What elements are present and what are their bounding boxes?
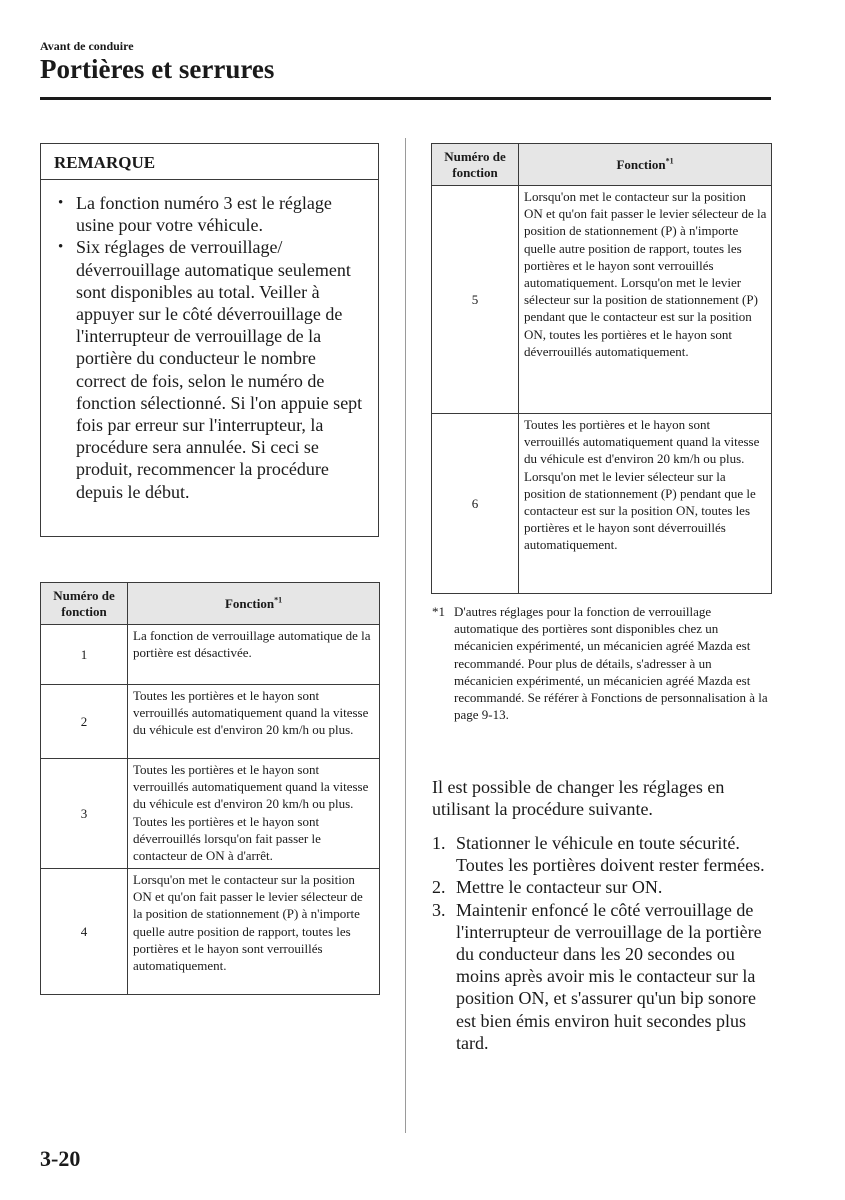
row-function-text: Lorsqu'on met le contacteur sur la position ON et qu'on fait passer le levier sélecteur de la position de stationnement (P) à n'importe quelle autre position de rapport, toutes les portières et le hayon sont verrouillés automatiquement. Lorsqu'on met le levier sélecteur sur la position de stationnement (P) pendant que le contacteur est sur la position ON, toutes les portières et le hayon sont déverrouillés automatiquement. (519, 186, 772, 414)
row-number: 6 (432, 414, 519, 594)
col-header-number: Numéro de fonction (41, 583, 128, 625)
title-rule (40, 97, 771, 100)
row-function-text: Toutes les portières et le hayon sont verrouillés automatiquement quand la vitesse du véhicule est d'environ 20 km/h ou plus. (128, 685, 380, 759)
table-header-row (432, 144, 772, 186)
note-box (40, 143, 379, 537)
col-header-function: Fonction$^{*1}$ (519, 144, 772, 186)
footnote-ref: *1 (274, 595, 283, 605)
note-item: • Six réglages de verrouillage/ déverrouillage automatique seulement sont disponibles au total. Veiller à appuyer sur le côté déverrouillage de l'interrupteur de verrouillage de la portière du conducteur le nombre correct de fois, selon le numéro de fonction sélectionné. Si l'on appuie sept fois par erreur sur l'interrupteur, la procédure sera annulée. Si ceci se produit, recommencer la procédure depuis le début. (41, 236, 378, 502)
procedure-step (432, 876, 772, 898)
col-header-function: Fonction$^{*1}$ (128, 583, 380, 625)
table-row (41, 685, 380, 759)
step-number: 2. (432, 877, 446, 898)
table-row (41, 625, 380, 685)
row-number: 3 (41, 759, 128, 869)
note-list (41, 180, 378, 503)
procedure-steps (432, 832, 772, 1054)
table-row (41, 759, 380, 869)
table-row (41, 869, 380, 995)
footnote (432, 603, 772, 723)
row-number: 1 (41, 625, 128, 685)
row-number: 2 (41, 685, 128, 759)
procedure-step (432, 899, 772, 1054)
step-number: 1. (432, 833, 446, 853)
page-number: 3-20 (40, 1146, 81, 1171)
row-function-text: Toutes les portières et le hayon sont verrouillés automatiquement quand la vitesse du véhicule est d'environ 20 km/h ou plus. Lorsqu'on met le levier sélecteur sur la position de stationnement (P) pendant que le contacteur est sur la position ON, toutes les portières et le hayon sont déverrouillés automatiquement. (519, 414, 772, 594)
step-text: Mettre le contacteur sur ON. (456, 877, 663, 898)
table-row (432, 186, 772, 414)
row-function-text: La fonction de verrouillage automatique de la portière est désactivée. (128, 625, 380, 685)
row-number: 4 (41, 869, 128, 995)
note-heading: REMARQUE (41, 144, 378, 180)
footnote-ref: *1 (665, 156, 674, 166)
footnote-text: D'autres réglages pour la fonction de verrouillage automatique des portières sont disponibles chez un mécanicien expérimenté, un mécanicien agréé Mazda est recommandé. Pour plus de détails, s'adresser à un mécanicien expérimenté, un mécanicien agréé Mazda est recommandé. Se référer à Fonctions de personnalisation à la page 9-13. (454, 604, 768, 723)
row-number: 5 (432, 186, 519, 414)
page-title: Portières et serrures (40, 54, 275, 84)
step-text: Stationner le véhicule en toute sécurité. Toutes les portières doivent rester fermées. (456, 833, 765, 876)
step-text: Maintenir enfoncé le côté verrouillage de l'interrupteur de verrouillage de la portière du conducteur dans les 20 secondes ou moins après avoir mis le contacteur sur la position ON, et s'assurer qu'un bip sonore est bien émis environ huit secondes plus tard. (456, 899, 762, 1053)
footnote-mark: *1 (432, 604, 445, 619)
column-divider (405, 138, 406, 1133)
function-table-part-2 (431, 143, 772, 594)
table-row (432, 414, 772, 594)
row-function-text: Toutes les portières et le hayon sont verrouillés automatiquement quand la vitesse du véhicule est d'environ 20 km/h ou plus. Toutes les portières et le hayon sont déverrouillés lorsqu'on fait passer le contacteur de ON à d'arrêt. (128, 759, 380, 869)
row-function-text: Lorsqu'on met le contacteur sur la position ON et qu'on fait passer le levier sélecteur de la position de stationnement (P) à n'importe quelle autre position de rapport, toutes les portières et le hayon sont verrouillés automatiquement. (128, 869, 380, 995)
note-item: • La fonction numéro 3 est le réglage usine pour votre véhicule. (41, 192, 378, 236)
procedure-intro: Il est possible de changer les réglages en utilisant la procédure suivante. (432, 777, 725, 820)
step-number: 3. (432, 899, 446, 920)
table-header-row (41, 583, 380, 625)
col-header-number: Numéro de fonction (432, 144, 519, 186)
section-label: Avant de conduire (40, 39, 134, 53)
procedure-step (432, 832, 772, 876)
function-table-part-1 (40, 582, 380, 995)
